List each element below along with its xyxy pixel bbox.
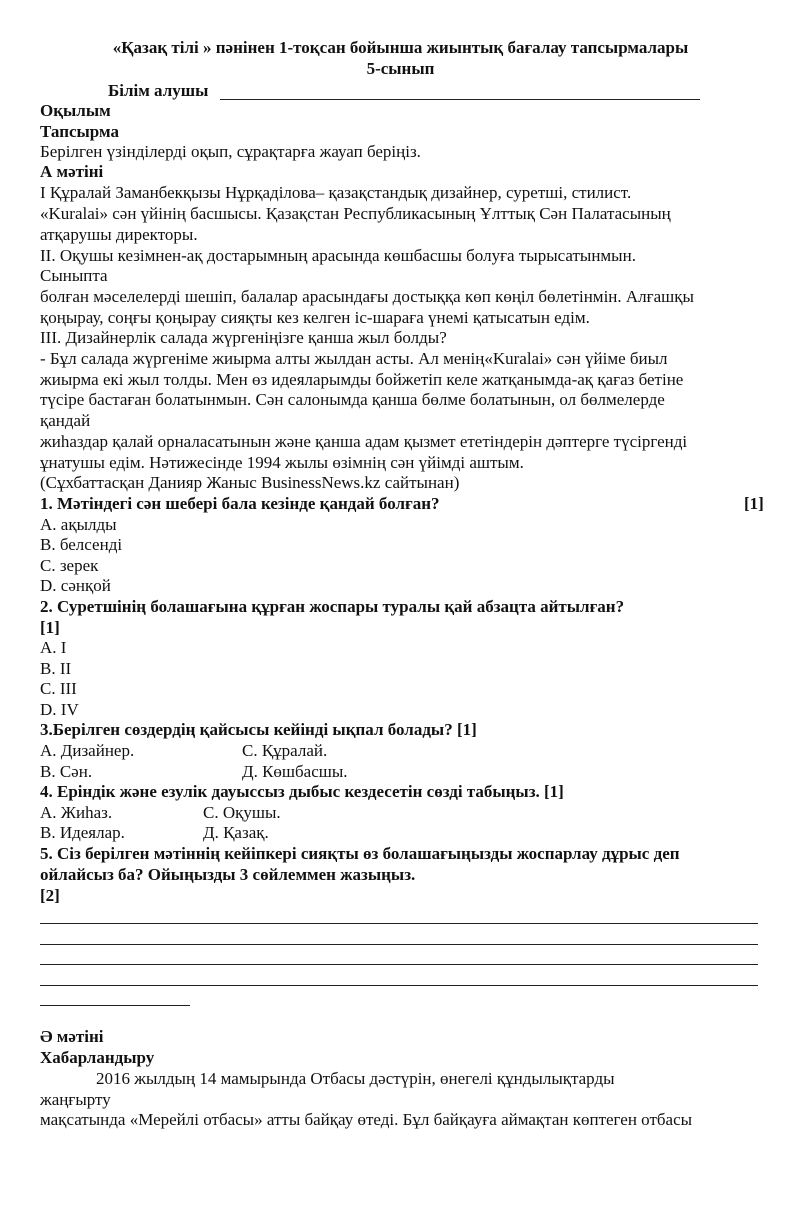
text-a-line: жиһаздар қалай орналасатынын және қанша адам қызмет ететіндерін дәптерге түсіргенді bbox=[40, 432, 688, 451]
student-label: Білім алушы bbox=[108, 81, 209, 100]
q4-option-b[interactable]: В. Идеялар. bbox=[40, 823, 125, 842]
answer-line[interactable] bbox=[40, 923, 758, 924]
text-b-line: 2016 жылдың 14 мамырында Отбасы дәстүрін, өнегелі құндылықтарды bbox=[96, 1069, 615, 1088]
q2-option-c[interactable]: C. III bbox=[40, 679, 77, 698]
question-4: 4. Еріндік және езулік дауыссыз дыбыс кездесетін сөзді табыңыз. [1] bbox=[40, 782, 564, 801]
text-a-line: «Kuralai» сән үйінің басшысы. Қазақстан Республикасының Ұлттық Сән Палатасының bbox=[40, 204, 671, 223]
instruction: Берілген үзінділерді оқып, сұрақтарға жауап беріңіз. bbox=[40, 142, 421, 161]
text-a-line: ұнатушы едім. Нәтижесінде 1994 жылы өзімнің сән үйімді аштым. bbox=[40, 453, 524, 472]
text-a-title: А мәтіні bbox=[40, 162, 104, 181]
answer-line[interactable] bbox=[40, 964, 758, 965]
text-b-subtitle: Хабарландыру bbox=[40, 1048, 155, 1067]
grade-label: 5-сынып bbox=[366, 59, 435, 78]
q1-option-c[interactable]: C. зерек bbox=[40, 556, 99, 575]
answer-line[interactable] bbox=[40, 1005, 190, 1006]
text-b-line: мақсатында «Мерейлі отбасы» атты байқау өтеді. Бұл байқауға аймақтан көптеген отбасы bbox=[40, 1110, 693, 1129]
q1-option-d[interactable]: D. сәнқой bbox=[40, 576, 111, 595]
question-5-line-2: ойлайсыз ба? Ойыңызды 3 сөйлеммен жазыңыз. bbox=[40, 865, 416, 884]
text-a-line: түсіре бастаған болатынмын. Сән салонымда қанша бөлме болатынын, ол бөлмелерде bbox=[40, 390, 665, 409]
text-a-line: жиырма екі жыл толды. Мен өз идеяларымды бойжетіп келе жатқанымда-ақ қағаз бетіне bbox=[40, 370, 684, 389]
q3-option-d[interactable]: Д. Көшбасшы. bbox=[242, 762, 348, 781]
q4-option-a[interactable]: А. Жиһаз. bbox=[40, 803, 113, 822]
question-2: 2. Суретшінің болашағына құрған жоспары туралы қай абзацта айтылған? bbox=[40, 597, 625, 616]
section-reading: Оқылым bbox=[40, 101, 111, 120]
text-a-line: II. Оқушы кезімнен-ақ достарымның арасында көшбасшы болуға тырысатынмын. bbox=[40, 246, 636, 265]
student-name-line[interactable] bbox=[220, 99, 700, 100]
text-a-line: қандай bbox=[40, 411, 91, 430]
text-a-source: (Сұхбаттасқан Данияр Жаныс BusinessNews.kz сайтынан) bbox=[40, 473, 460, 492]
q1-option-a[interactable]: A. ақылды bbox=[40, 515, 117, 534]
q4-option-c[interactable]: С. Оқушы. bbox=[203, 803, 281, 822]
q3-option-b[interactable]: В. Сән. bbox=[40, 762, 93, 781]
text-a-line: Сыныпта bbox=[40, 266, 108, 285]
q4-option-d[interactable]: Д. Қазақ. bbox=[203, 823, 269, 842]
question-5-line-1: 5. Сіз берілген мәтіннің кейіпкері сияқты өз болашағыңызды жоспарлау дұрыс деп bbox=[40, 844, 680, 863]
task-label: Тапсырма bbox=[40, 122, 119, 141]
text-b-title: Ә мәтіні bbox=[40, 1027, 104, 1046]
text-a-line: I Құралай Заманбекқызы Нұрқаділова– қазақстандық дизайнер, суретші, стилист. bbox=[40, 183, 632, 202]
q2-option-d[interactable]: D. IV bbox=[40, 700, 79, 719]
text-b-line: жаңғырту bbox=[40, 1090, 111, 1109]
q2-option-b[interactable]: B. II bbox=[40, 659, 72, 678]
text-a-line: III. Дизайнерлік салада жүргеніңізге қанша жыл болды? bbox=[40, 328, 447, 347]
question-1-mark: [1] bbox=[744, 494, 764, 513]
q3-option-a[interactable]: А. Дизайнер. bbox=[40, 741, 135, 760]
question-2-mark: [1] bbox=[40, 618, 60, 637]
q2-option-a[interactable]: A. I bbox=[40, 638, 67, 657]
text-a-line: қоңырау, соңғы қоңырау сияқты кез келген іс-шараға үнемі қатысатын едім. bbox=[40, 308, 590, 327]
question-5-mark: [2] bbox=[40, 886, 60, 905]
text-a-line: - Бұл салада жүргеніме жиырма алты жылдан асты. Ал менің«Kuralai» сән үйіме биыл bbox=[40, 349, 668, 368]
text-a-line: болған мәселелерді шешіп, балалар арасындағы достыққа көп көңіл бөлетінмін. Алғашқы bbox=[40, 287, 694, 306]
text-a-line: атқарушы директоры. bbox=[40, 225, 198, 244]
answer-line[interactable] bbox=[40, 985, 758, 986]
question-3: 3.Берілген сөздердің қайсысы кейінді ықпал болады? [1] bbox=[40, 720, 477, 739]
question-1: 1. Мәтіндегі сән шебері бала кезінде қандай болған? bbox=[40, 494, 440, 513]
q3-option-c[interactable]: С. Құралай. bbox=[242, 741, 328, 760]
q1-option-b[interactable]: B. белсенді bbox=[40, 535, 123, 554]
worksheet-title: «Қазақ тілі » пәнінен 1-тоқсан бойынша жиынтық бағалау тапсырмалары bbox=[112, 38, 689, 57]
answer-line[interactable] bbox=[40, 944, 758, 945]
